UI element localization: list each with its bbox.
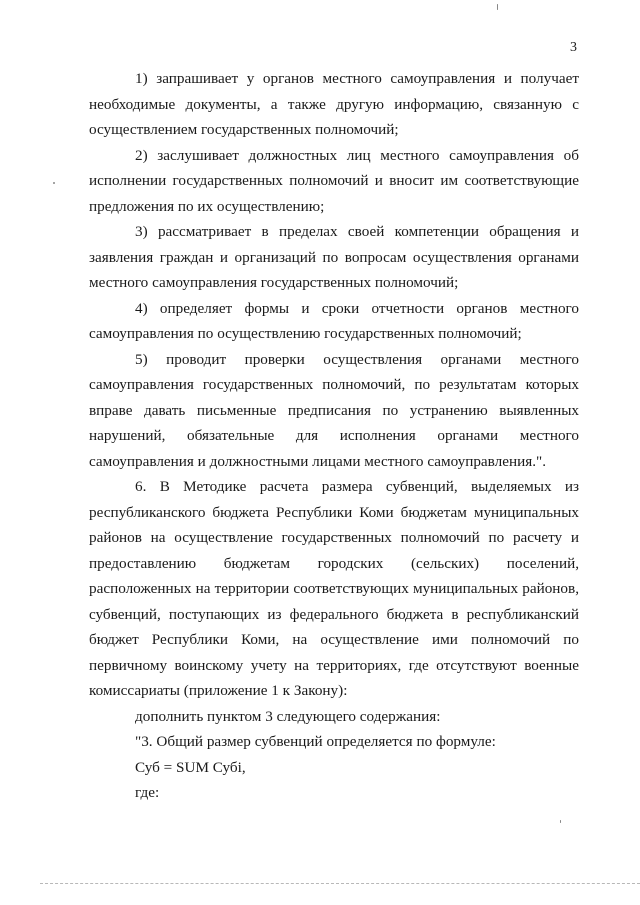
scan-speck [497, 4, 498, 10]
paragraph-item-3: 3) рассматривает в пределах своей компетенции обращения и заявления граждан и организаций по вопросам осуществления органами местного самоуправления государственных полномочий; [89, 223, 579, 291]
paragraph-section-6: 6. В Методике расчета размера субвенций, выделяемых из республиканского бюджета Республики Коми бюджетам муниципальных районов на осуществление государственных полномочий по расчету и предоставлению бюджетам городских (сельских) поселений, расположенных на территории соответствующих муниципальных районов, субвенций, поступающих из федерального бюджета в республиканский бюджет Республики Коми, на осуществление ими полномочий по первичному воинскому учету на территориях, где отсутствуют военные комиссариаты (приложение 1 к Закону): [89, 478, 579, 699]
scan-edge-line [40, 883, 640, 884]
point-3-heading: "3. Общий размер субвенций определяется по формуле: [135, 733, 496, 750]
paragraph-item-5: 5) проводит проверки осуществления органами местного самоуправления государственных полномочий, по результатам которых вправе давать письменные предписания по устранению выявленных нарушений, обязательные для исполнения органами местного самоуправления и должностными лицами местного самоуправления.". [89, 350, 579, 470]
paragraph-item-1: 1) запрашивает у органов местного самоуправления и получает необходимые документы, а также другую информацию, связанную с осуществлением государственных полномочий; [89, 70, 579, 138]
amendment-line: дополнить пунктом 3 следующего содержания: [135, 707, 441, 725]
where-line: где: [135, 784, 160, 801]
paragraph-item-4: 4) определяет формы и сроки отчетности органов местного самоуправления по осуществлению государственных полномочий; [89, 299, 579, 342]
scan-speck [53, 182, 55, 184]
document-body [89, 66, 579, 806]
paragraph-item-2: 2) заслушивает должностных лиц местного самоуправления об исполнении государственных полномочий и вносит им соответствующие предложения по их осуществлению; [89, 146, 579, 215]
scan-speck [560, 820, 561, 823]
formula-line: Суб = SUM Субi, [135, 758, 246, 776]
page-number: 3 [570, 40, 577, 55]
